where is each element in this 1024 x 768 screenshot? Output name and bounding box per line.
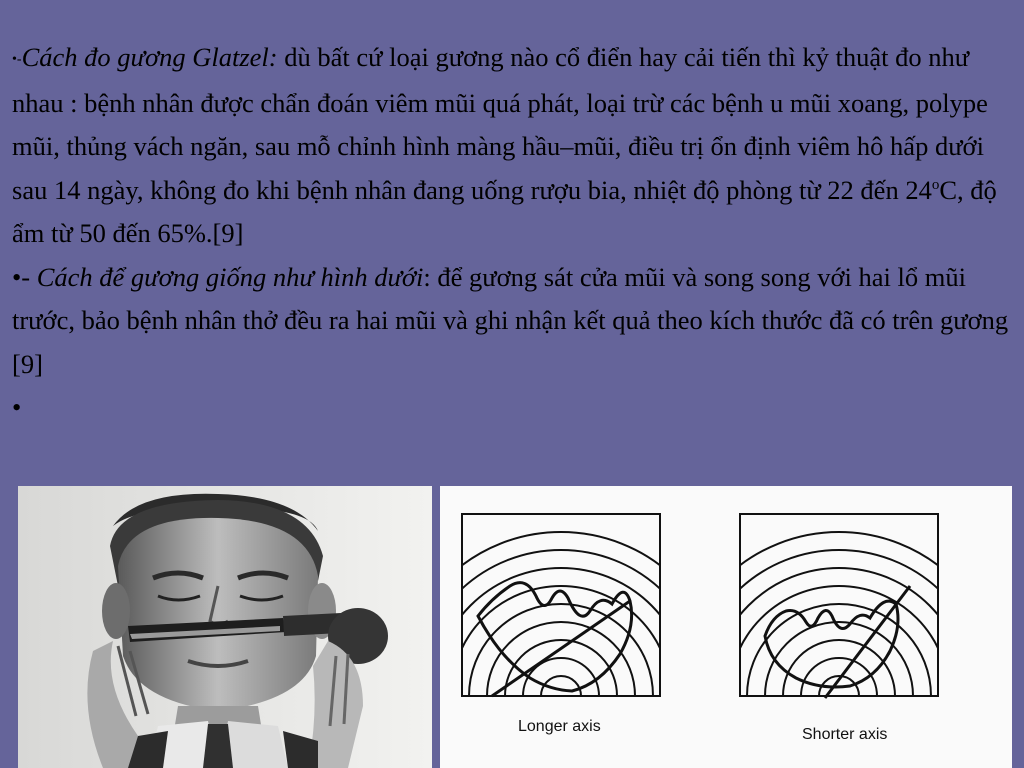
method-description-end: C, độ ẩm từ 50 đến 65%.[9] [12,174,997,249]
method-title: Cách đo gương Glatzel: [21,42,278,72]
method-description: dù bất cứ loại gương nào cổ điển hay cải tiến thì kỷ thuật đo như nhau : bệnh nhân được chẩn đoán viêm mũi quá phát, loại trừ các bệnh u mũi xoang, polype mũi, thủng vách ngăn, sau mỗ chỉnh hình màng hầu–mũi, điều trị ổn định viêm hô hấp dưới sau 14 ngày, không đo khi bệnh nhân đang uống rượu bia, nhiệt độ phòng từ 22 đến 24 [12,42,988,205]
placement-title: Cách để gương giống như hình dưới [36,261,424,292]
paragraph-mirror-placement [12,256,1016,387]
patient-photo-illustration [18,486,432,768]
paragraph-glatzel-method [12,36,1016,256]
bullet: •- [12,52,22,68]
shorter-axis-label: Shorter axis [802,726,888,743]
longer-axis-label: Longer axis [518,718,601,735]
placement-description: : để gương sát cửa mũi và song song với hai lổ mũi trước, bảo bệnh nhân thở đều ra hai mũi và ghi nhận kết quả theo kích thước đã có trên gương [9] [12,261,1009,379]
degree-superscript: o [931,176,940,193]
empty-bullet: • [12,392,22,423]
bullet: •- [12,261,37,292]
patient-photo [18,486,432,768]
mirror-measurement-diagram [440,486,1012,768]
slide-text [12,36,1016,430]
